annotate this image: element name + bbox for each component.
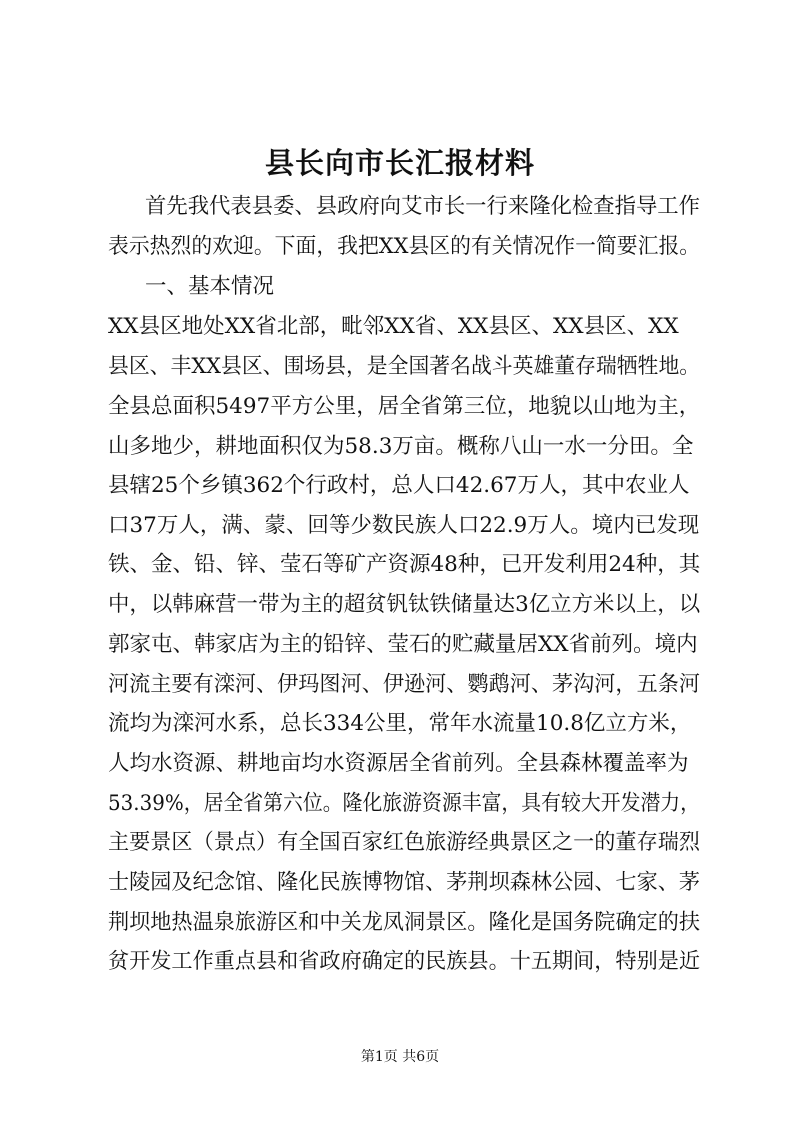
paragraph-line: 全县总面积5497平方公里，居全省第三位，地貌以山地为主， xyxy=(108,394,701,419)
paragraph-line: 流均为滦河水系，总长334公里，常年水流量10.8亿立方米， xyxy=(108,711,692,736)
paragraph-line: 山多地少，耕地面积仅为58.3万亩。概称八山一水一分田。全 xyxy=(108,434,694,459)
paragraph-line: 河流主要有滦河、伊玛图河、伊逊河、鹦鹉河、茅沟河，五条河 xyxy=(108,672,701,697)
paragraph-line: 表示热烈的欢迎。下面，我把XX县区的有关情况作一简要汇报。 xyxy=(108,234,701,259)
paragraph-line: XX县区地处XX省北部，毗邻XX省、XX县区、XX县区、XX xyxy=(108,314,679,339)
page-number-footer: 第1页 共6页 xyxy=(360,1049,440,1065)
paragraph-line: 县辖25个乡镇362个行政村，总人口42.67万人，其中农业人 xyxy=(108,473,690,498)
paragraph-line: 53.39%，居全省第六位。隆化旅游资源丰富，具有较大开发潜力， xyxy=(108,791,701,816)
paragraph-line: 郭家屯、韩家店为主的铅锌、莹石的贮藏量居XX省前列。境内 xyxy=(108,632,698,657)
paragraph-line: 士陵园及纪念馆、隆化民族博物馆、茅荆坝森林公园、七家、茅 xyxy=(108,870,701,895)
paragraph-line: 主要景区（景点）有全国百家红色旅游经典景区之一的董存瑞烈 xyxy=(108,830,701,855)
paragraph-line: 一、基本情况 xyxy=(145,274,275,299)
page-title: 县长向市长汇报材料 xyxy=(264,146,535,180)
paragraph-line: 首先我代表县委、县政府向艾市长一行来隆化检查指导工作 xyxy=(145,194,700,219)
paragraph-line: 口37万人，满、蒙、回等少数民族人口22.9万人。境内已发现 xyxy=(108,513,700,538)
paragraph-line: 人均水资源、耕地亩均水资源居全省前列。全县森林覆盖率为 xyxy=(108,751,689,776)
paragraph-line: 县区、丰XX县区、围场县，是全国著名战斗英雄董存瑞牺牲地。 xyxy=(108,354,701,379)
paragraph-line: 中，以韩麻营一带为主的超贫钒钛铁储量达3亿立方米以上，以 xyxy=(108,592,701,617)
paragraph-line: 铁、金、铅、锌、莹石等矿产资源48种，已开发利用24种，其 xyxy=(108,552,701,577)
paragraph-line: 荆坝地热温泉旅游区和中关龙凤洞景区。隆化是国务院确定的扶 xyxy=(108,910,701,935)
paragraph-line: 贫开发工作重点县和省政府确定的民族县。十五期间，特别是近 xyxy=(108,949,701,974)
